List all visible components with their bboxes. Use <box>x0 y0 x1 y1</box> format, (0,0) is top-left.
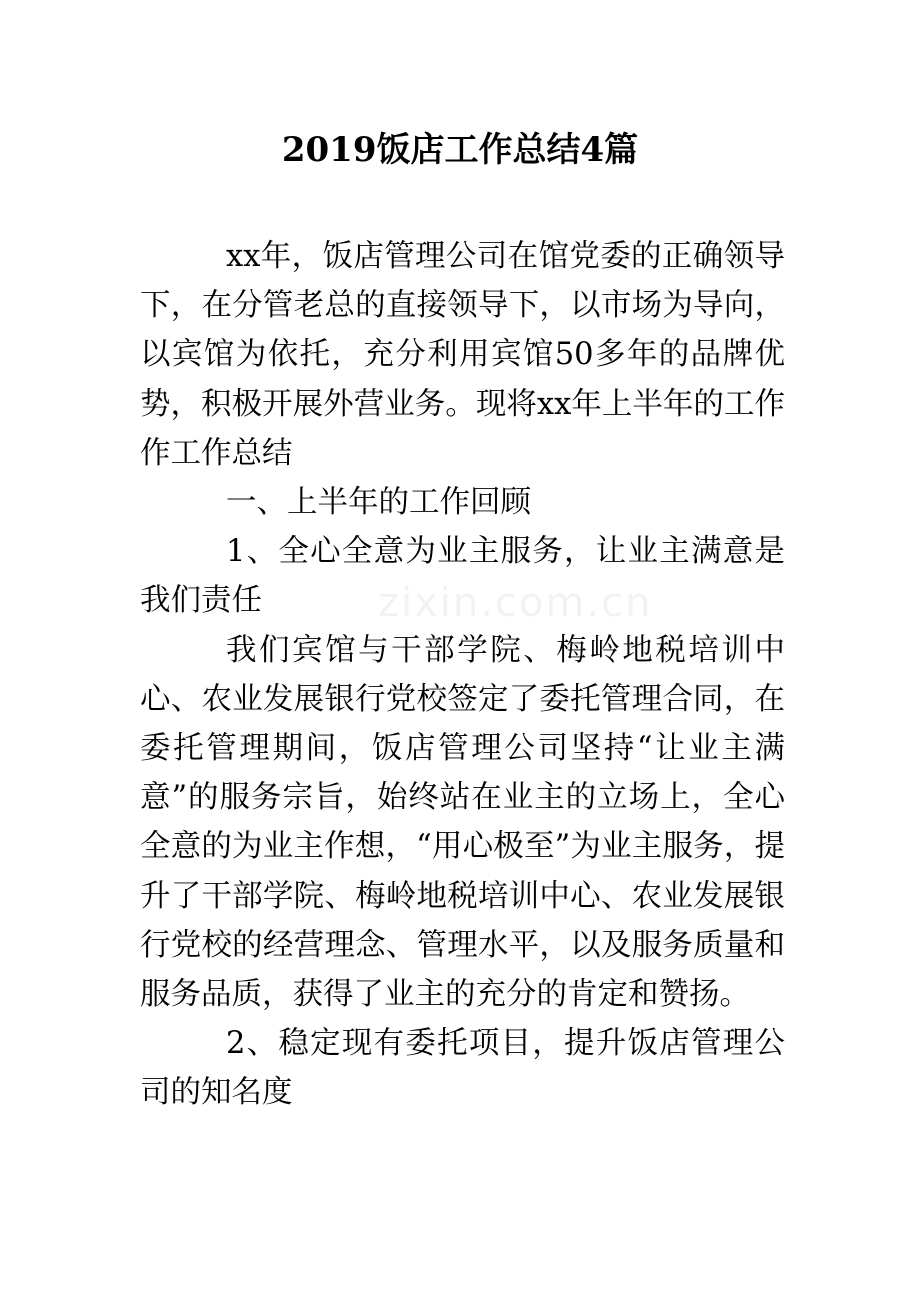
paragraph-intro: xx年，饭店管理公司在馆党委的正确领导下，在分管老总的直接领导下，以市场为导向，以宾馆为依托，充分利用宾馆50多年的品牌优势，积极开展外营业务。现将xx年上半年的工作作工作总结 <box>140 239 785 471</box>
document-body <box>140 232 785 1118</box>
document-title: 2019饭店工作总结4篇 <box>281 130 639 170</box>
paragraph-management-contracts: 我们宾馆与干部学院、梅岭地税培训中心、农业发展银行党校签定了委托管理合同，在委托管理期间，饭店管理公司坚持“让业主满意”的服务宗旨，始终站在业主的立场上，全心全意的为业主作想，“用心极至”为业主服务，提升了干部学院、梅岭地税培训中心、农业发展银行党校的经营理念、管理水平，以及服务质量和服务品质，获得了业主的充分的肯定和赞扬。 <box>140 632 785 1013</box>
subheading-serve-owners: 1、全心全意为业主服务，让业主满意是我们责任 <box>140 534 785 619</box>
section-heading-review: 一、上半年的工作回顾 <box>226 485 531 521</box>
subheading-stabilize-projects: 2、稳定现有委托项目，提升饭店管理公司的知名度 <box>140 1026 785 1111</box>
watermark: zixin.com.cn <box>378 580 653 626</box>
